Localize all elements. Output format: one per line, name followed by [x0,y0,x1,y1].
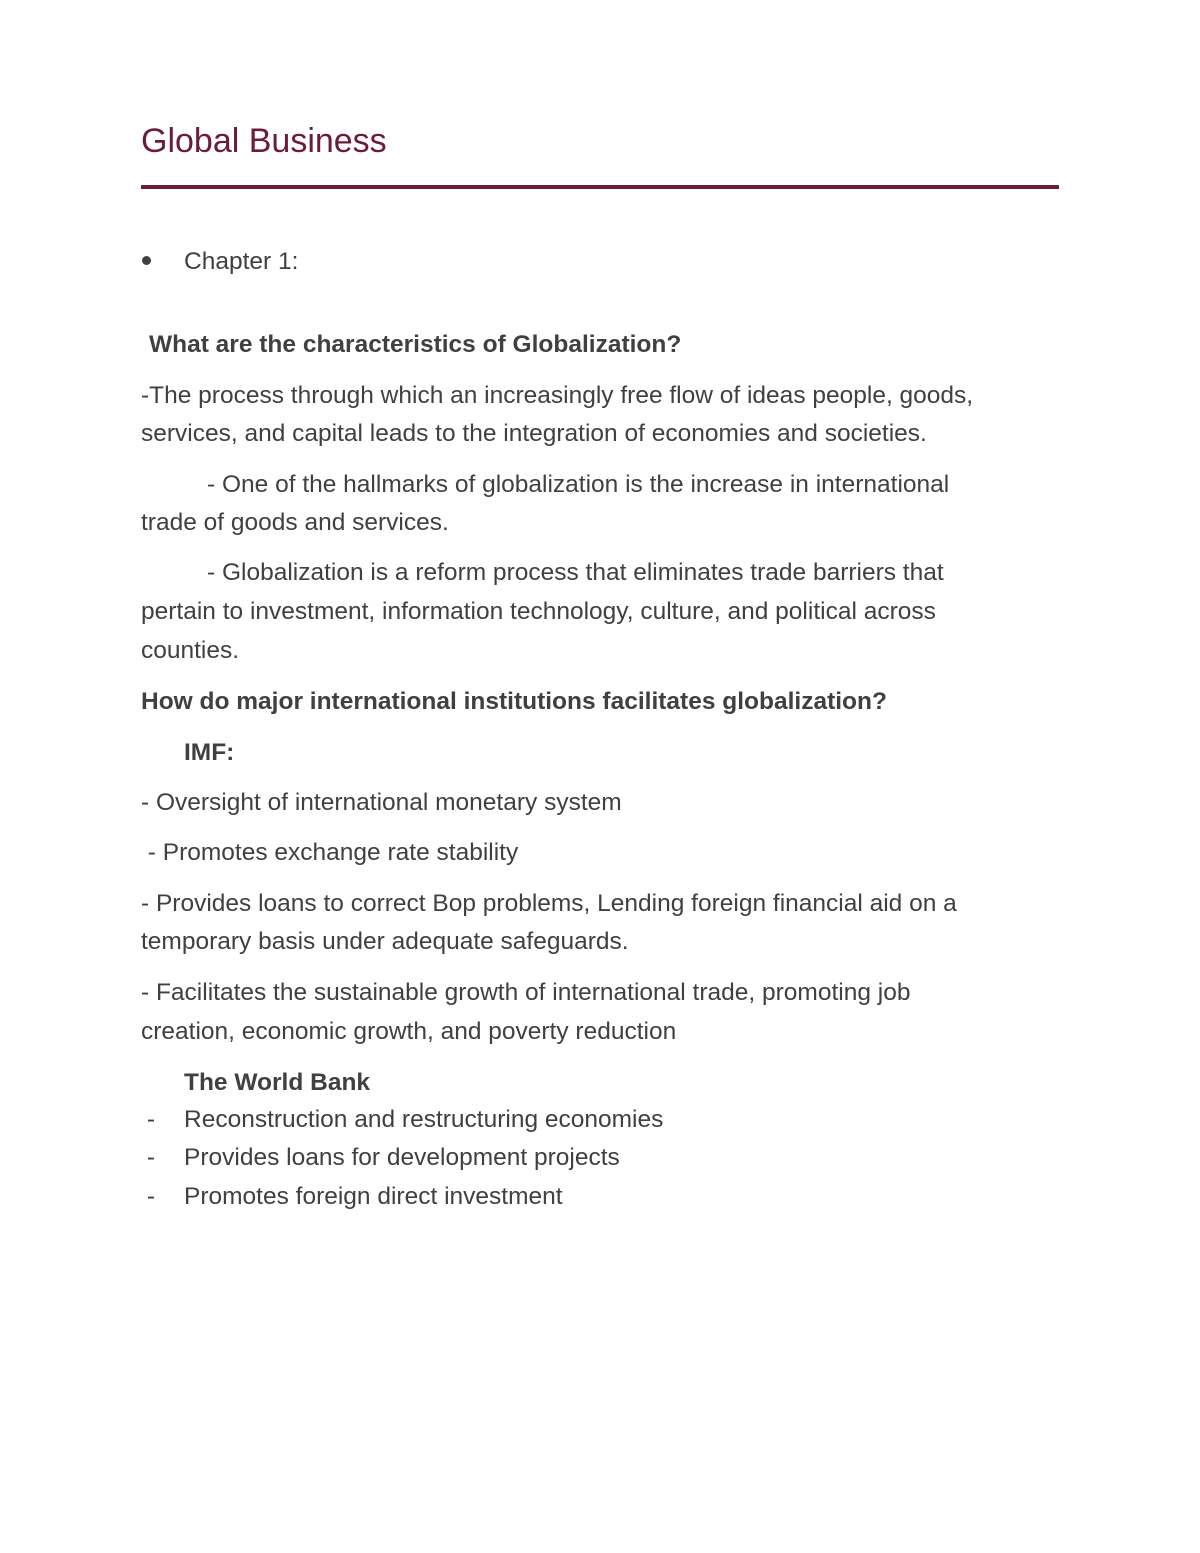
dash-marker: - [146,1106,156,1133]
q1-paragraph-3-line-2: pertain to investment, information technology, culture, and political across [141,598,936,625]
dash-marker: - [146,1144,156,1171]
bullet-dot-icon [142,256,151,265]
world-bank-item-3-text: Promotes foreign direct investment [184,1183,563,1210]
title-divider [141,185,1059,189]
world-bank-item-1 [118,1101,663,1139]
world-bank-item-1-text: Reconstruction and restructuring economies [184,1106,664,1133]
question-1-heading: What are the characteristics of Globalization? [149,331,682,358]
imf-item-1: - Oversight of international monetary system [141,789,622,816]
imf-item-4-line-2: creation, economic growth, and poverty reduction [141,1018,677,1045]
chapter-label: Chapter 1: [184,248,299,275]
imf-heading: IMF: [184,739,235,766]
imf-item-3-line-2: temporary basis under adequate safeguards. [141,928,629,955]
q1-paragraph-3-line-3: counties. [141,637,240,664]
world-bank-heading: The World Bank [184,1069,371,1096]
document-title: Global Business [141,122,387,160]
q1-paragraph-1-line-1: -The process through which an increasingly free flow of ideas people, goods, [141,382,974,409]
dash-marker: - [146,1183,156,1210]
q1-paragraph-2-line-2: trade of goods and services. [141,509,449,536]
q1-paragraph-2-line-1: - One of the hallmarks of globalization is the increase in international [207,471,950,498]
imf-item-4-line-1: - Facilitates the sustainable growth of international trade, promoting job [141,979,911,1006]
q1-paragraph-3-line-1: - Globalization is a reform process that eliminates trade barriers that [207,559,944,586]
imf-item-2: - Promotes exchange rate stability [141,839,519,866]
imf-item-3-line-1: - Provides loans to correct Bop problems, Lending foreign financial aid on a [141,890,957,917]
world-bank-item-2 [118,1139,620,1177]
question-2-heading: How do major international institutions facilitates globalization? [141,688,887,715]
world-bank-item-3 [118,1178,563,1216]
world-bank-item-2-text: Provides loans for development projects [184,1144,620,1171]
q1-paragraph-1-line-2: services, and capital leads to the integration of economies and societies. [141,420,927,447]
